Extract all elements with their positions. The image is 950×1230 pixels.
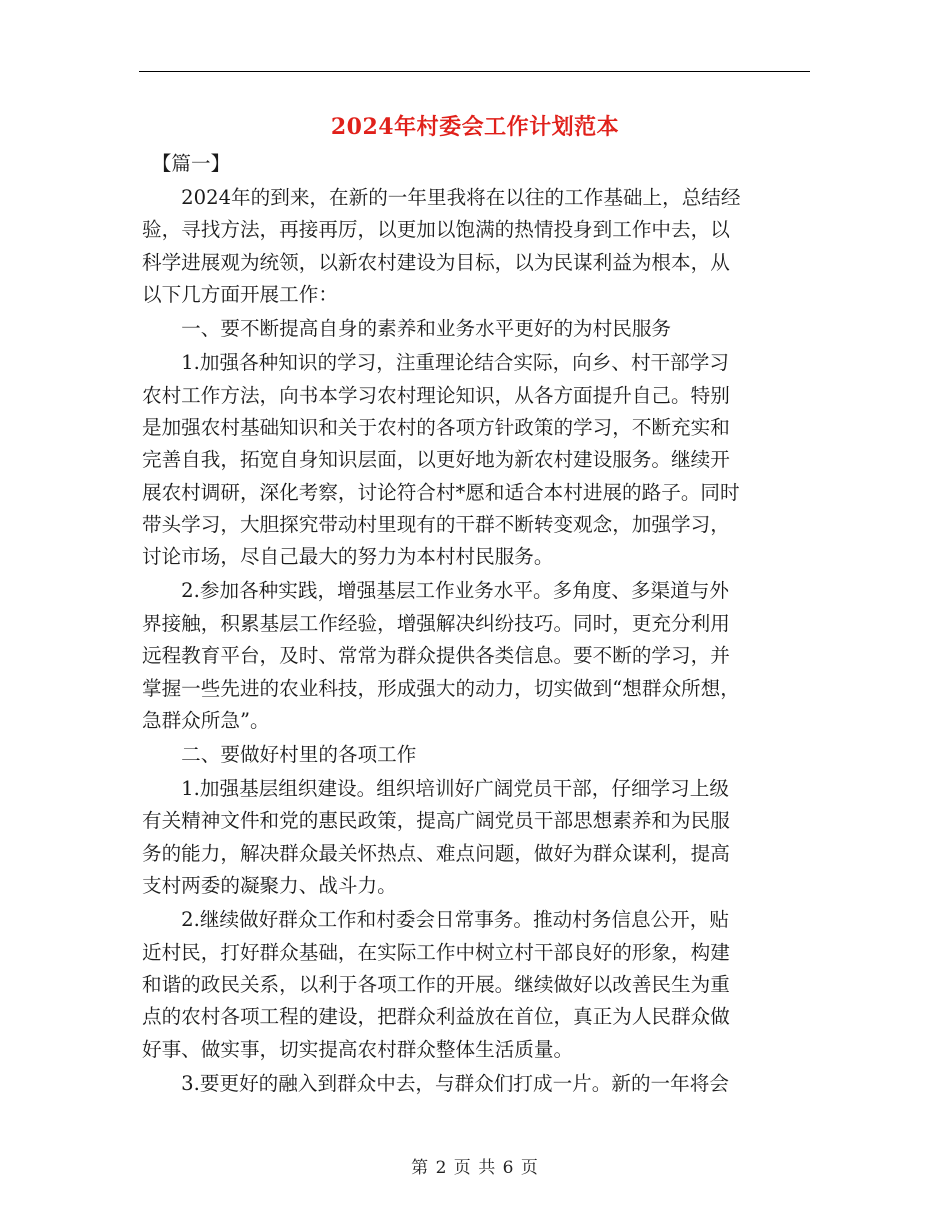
text-line: 带头学习，大胆探究带动村里现有的干群不断转变观念，加强学习， <box>142 513 730 537</box>
paragraph <box>142 182 810 312</box>
text-line: 农村工作方法，向书本学习农村理论知识，从各方面提升自己。特别 <box>142 383 730 407</box>
text-line: 是加强农村基础知识和关于农村的各项方针政策的学习，不断充实和 <box>142 415 730 439</box>
header-rule <box>139 71 810 72</box>
text-line: 1.加强基层组织建设。组织培训好广阔党员干部，仔细学习上级 <box>142 776 729 800</box>
text-line: 和谐的政民关系，以利于各项工作的开展。继续做好以改善民生为重 <box>142 972 730 996</box>
text-line: 远程教育平台，及时、常常为群众提供各类信息。要不断的学习，并 <box>142 644 730 668</box>
text-line: 科学进展观为统领，以新农村建设为目标，以为民谋利益为根本，从 <box>142 250 730 274</box>
text-line: 完善自我，拓宽自身知识层面，以更好地为新农村建设服务。继续开 <box>142 448 730 472</box>
page-footer: 第 2 页 共 6 页 <box>411 1158 539 1178</box>
text-line: 验，寻找方法，再接再厉，以更加以饱满的热情投身到工作中去，以 <box>142 218 730 242</box>
text-line: 3.要更好的融入到群众中去，与群众们打成一片。新的一年将会 <box>142 1071 729 1095</box>
paragraph <box>142 904 810 1066</box>
text-line: 点的农村各项工程的建设，把群众利益放在首位，真正为人民群众做 <box>142 1005 730 1029</box>
text-line: 展农村调研，深化考察，讨论符合村*愿和适合本村进展的路子。同时 <box>142 480 740 504</box>
text-line: 二、要做好村里的各项工作 <box>142 743 417 766</box>
paragraph <box>142 1068 810 1100</box>
text-line: 2.参加各种实践，增强基层工作业务水平。多角度、多渠道与外 <box>142 579 729 603</box>
section-heading <box>142 313 810 345</box>
section-marker <box>142 148 810 180</box>
paragraph <box>142 575 810 737</box>
text-line: 2.继续做好群众工作和村委会日常事务。推动村务信息公开，贴 <box>142 908 729 932</box>
text-line: 界接触，积累基层工作经验，增强解决纠纷技巧。同时，更充分利用 <box>142 611 730 635</box>
text-line: 一、要不断提高自身的素养和业务水平更好的为村民服务 <box>142 317 672 341</box>
paragraph <box>142 347 810 574</box>
paragraph <box>142 773 810 903</box>
text-line: 【篇一】 <box>142 152 231 175</box>
text-line: 好事、做实事，切实提高农村群众整体生活质量。 <box>142 1037 574 1061</box>
document-title: 2024年村委会工作计划范本 <box>330 114 620 140</box>
text-line: 务的能力，解决群众最关怀热点、难点问题，做好为群众谋利，提高 <box>142 841 730 865</box>
text-line: 2024年的到来，在新的一年里我将在以往的工作基础上，总结经 <box>142 185 741 209</box>
text-line: 支村两委的凝聚力、战斗力。 <box>142 874 397 898</box>
text-line: 掌握一些先进的农业科技，形成强大的动力，切实做到“想群众所想， <box>142 676 740 700</box>
text-line: 有关精神文件和党的惠民政策，提高广阔党员干部思想素养和为民服 <box>142 809 730 833</box>
text-line: 1.加强各种知识的学习，注重理论结合实际，向乡、村干部学习 <box>142 351 729 375</box>
document-body <box>142 148 810 1102</box>
text-line: 以下几方面开展工作： <box>142 283 338 307</box>
text-line: 急群众所急”。 <box>142 709 270 733</box>
text-line: 近村民，打好群众基础，在实际工作中树立村干部良好的形象，构建 <box>142 940 730 964</box>
section-heading <box>142 739 810 771</box>
text-line: 讨论市场，尽自己最大的努力为本村村民服务。 <box>142 545 554 569</box>
